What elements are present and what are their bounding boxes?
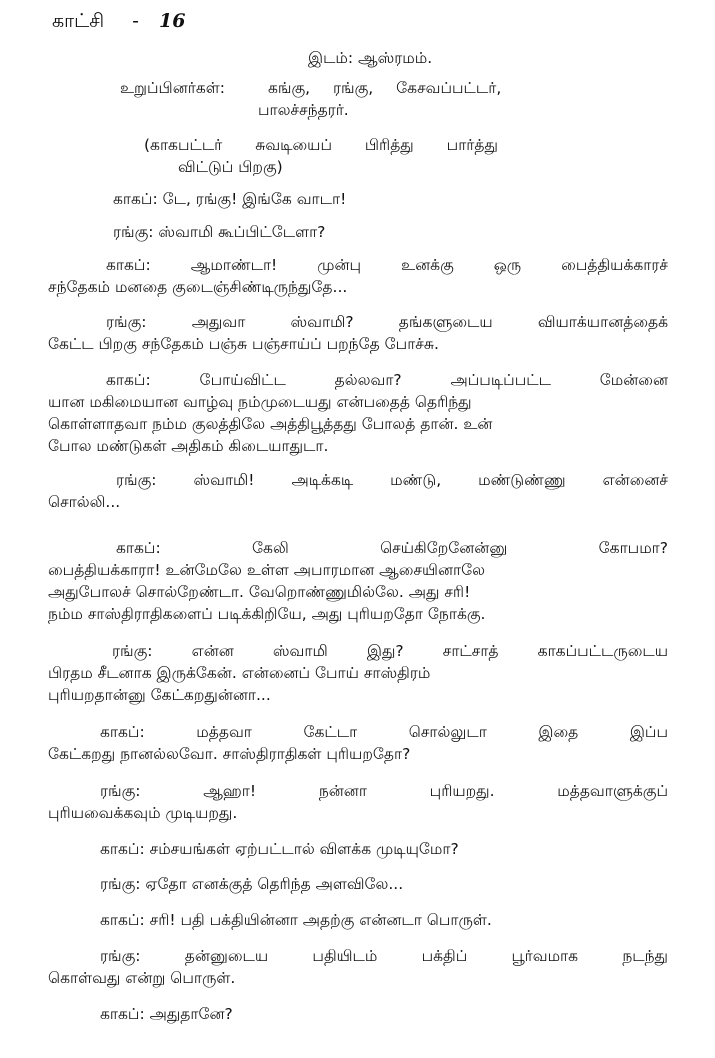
dialogue-line: ரங்கு: அதுவா ஸ்வாமி? தங்களுடைய வியாக்யானத்தைக் [106,313,668,331]
setting-line: இடம்: ஆஸ்ரமம். [308,49,433,67]
dialogue-line: காகப்: டே, ரங்கு! இங்கே வாடா! [113,190,347,208]
dialogue-line: அதுபோலச் சொல்றேண்டா. வேறொண்ணுமில்லே. அது சரி! [48,583,471,601]
scene-number: 16 [159,10,186,32]
dialogue-line: கொள்ளாதவா நம்ம குலத்திலே அத்திபூத்தது போலத் தான். உன் [48,415,493,433]
scene-header [52,10,186,35]
members-names: கங்கு, ரங்கு, கேசவப்பட்டர், [268,79,502,97]
dialogue-line: புரியறதான்னு கேட்கறதுன்னா... [48,686,271,704]
dialogue-line: சொல்லி... [48,493,121,511]
dialogue-line: கேட்ட பிறகு சந்தேகம் பஞ்சு பஞ்சாய்ப் பறந்தே போச்சு. [48,335,439,353]
dialogue-line: பைத்தியக்காரா! உன்மேலே உள்ள அபாரமான ஆசையினாலே [48,561,485,579]
dialogue-line: ரங்கு: என்ன ஸ்வாமி இது? சாட்சாத் காகப்பட்டருடைய [112,642,668,660]
stage-direction-2: விட்டுப் பிறகு) [178,158,283,176]
dialogue-line: புரியவைக்கவும் முடியறது. [48,804,238,822]
dialogue-line: பிரதம சீடனாக இருக்கேன். என்னைப் போய் சாஸ்திரம் [48,664,431,682]
dialogue-line: கொள்வது என்று பொருள். [48,969,236,987]
dialogue-line: ரங்கு: தன்னுடைய பதியிடம் பக்திப் பூர்வமாக நடந்து [100,947,668,965]
dialogue-line: ரங்கு: ஏதோ எனக்குத் தெரிந்த அளவிலே... [100,875,404,893]
dialogue-line: போல மண்டுகள் அதிகம் கிடையாதுடா. [48,437,329,455]
stage-direction-1: (காகபட்டர் சுவடியைப் பிரித்து பார்த்து [144,136,498,154]
members-label: உறுப்பினர்கள்: [120,79,225,97]
dialogue-line: சந்தேகம் மனதை குடைஞ்சிண்டிருந்துதே... [48,278,348,296]
scene-dash: - [132,10,139,32]
dialogue-line: காகப்: சம்சயங்கள் ஏற்பட்டால் விளக்க முடியுமோ? [100,840,459,858]
dialogue-line: காகப்: போய்விட்ட தல்லவா? அப்படிப்பட்ட மேன்னை [106,371,668,389]
dialogue-line: நம்ம சாஸ்திராதிகளைப் படிக்கிறியே, அது புரியறதோ நோக்கு. [48,605,486,623]
dialogue-line: காகப்: மத்தவா கேட்டா சொல்லுடா இதை இப்ப [100,723,668,741]
dialogue-line: ரங்கு: ஸ்வாமி கூப்பிட்டேளா? [113,223,326,241]
scene-label: காட்சி [52,10,105,32]
dialogue-line: காகப்: சரி! பதி பக்தியின்னா அதற்கு என்னடா பொருள். [100,911,492,929]
dialogue-line: கேட்கறது நானல்லவோ. சாஸ்திராதிகள் புரியறதோ? [48,745,411,763]
dialogue-line: ரங்கு: ஆஹா! நன்னா புரியறது. மத்தவாளுக்குப் [100,782,668,800]
dialogue-line: காகப்: ஆமாண்டா! முன்பு உனக்கு ஒரு பைத்தியக்காரச் [106,256,668,274]
dialogue-line: காகப்: அதுதானே? [100,1005,233,1023]
dialogue-line: காகப்: கேலி செய்கிறேனேன்னு கோபமா? [116,539,668,557]
members-names-cont: பாலச்சந்தரர். [258,101,349,119]
dialogue-line: யான மகிமையான வாழ்வு நம்முடையது என்பதைத் தெரிந்து [48,393,472,411]
dialogue-line: ரங்கு: ஸ்வாமி! அடிக்கடி மண்டு, மண்டுண்ணு என்னைச் [116,471,668,489]
